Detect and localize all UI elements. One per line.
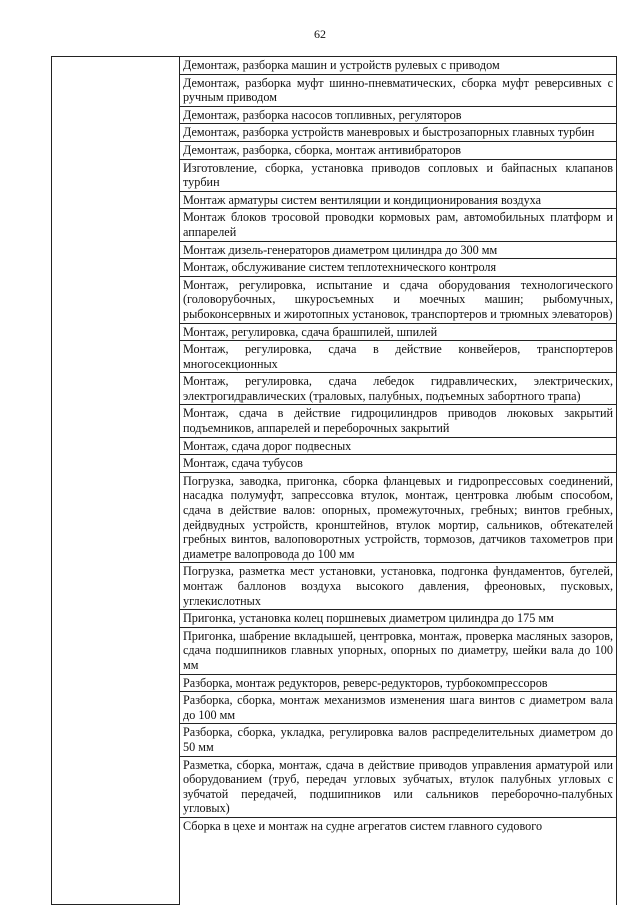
left-column-cell (52, 57, 180, 905)
table-row: Монтаж, регулировка, сдача в действие конвейеров, транспортеров многосекционных (180, 341, 616, 373)
table-row: Монтаж, обслуживание систем теплотехнического контроля (180, 259, 616, 277)
table-row: Изготовление, сборка, установка приводов сопловых и байпасных клапанов турбин (180, 160, 616, 192)
table-row: Монтаж, регулировка, сдача брашпилей, шпилей (180, 324, 616, 342)
table-row: Монтаж дизель-генераторов диаметром цилиндра до 300 мм (180, 242, 616, 260)
table-row: Погрузка, заводка, пригонка, сборка фланцевых и гидропрессовых соединений, насадка полумуфт, запрессовка втулок, монтаж, центровка любым способом, сдача в действие валов: опорных, промежуточных, гребных; винтов гребных, дейдвудных устройств, кронштейнов, втулок мортир, сальников, обтекателей гребных винтов, валоповоротных устройств, тормозов, датчиков тахометров при диаметре валопровода до 100 мм (180, 473, 616, 564)
page-number: 62 (314, 27, 326, 41)
works-list-cell (180, 57, 617, 905)
table-row: Монтаж арматуры систем вентиляции и кондиционирования воздуха (180, 192, 616, 210)
works-list (180, 57, 616, 835)
table-row: Демонтаж, разборка машин и устройств рулевых с приводом (180, 57, 616, 75)
table-row: Монтаж блоков тросовой проводки кормовых рам, автомобильных платформ и аппарелей (180, 209, 616, 241)
table-row: Разборка, сборка, укладка, регулировка валов распределительных диаметром до 50 мм (180, 724, 616, 756)
table-row: Монтаж, сдача в действие гидроцилиндров приводов люковых закрытий подъемников, аппарелей и переборочных закрытий (180, 405, 616, 437)
table-row: Монтаж, регулировка, сдача лебедок гидравлических, электрических, электрогидравлических (траловых, палубных, подъемных забортного трапа) (180, 373, 616, 405)
table-row: Пригонка, шабрение вкладышей, центровка, монтаж, проверка масляных зазоров, сдача подшипников главных упорных, опорных по диаметру, шейки вала до 100 мм (180, 628, 616, 675)
table-row: Демонтаж, разборка муфт шинно-пневматических, сборка муфт реверсивных с ручным приводом (180, 75, 616, 107)
table-row: Монтаж, сдача дорог подвесных (180, 438, 616, 456)
table-row: Разборка, монтаж редукторов, реверс-редукторов, турбокомпрессоров (180, 675, 616, 693)
table-row: Монтаж, сдача тубусов (180, 455, 616, 473)
table-row: Монтаж, регулировка, испытание и сдача оборудования технологического (головорубочных, шкуросъемных и моечных машин; рыбомучных, рыбоконсервных и жиротопных установок, транспортеров и трюмных элеваторов) (180, 277, 616, 324)
table-row: Демонтаж, разборка, сборка, монтаж антивибраторов (180, 142, 616, 160)
works-table (51, 56, 617, 905)
table-row: Погрузка, разметка мест установки, установка, подгонка фундаментов, бугелей, монтаж баллонов воздуха высокого давления, фреоновых, пусковых, углекислотных (180, 563, 616, 610)
table-row: Разборка, сборка, монтаж механизмов изменения шага винтов с диаметром вала до 100 мм (180, 692, 616, 724)
table-row: Демонтаж, разборка насосов топливных, регуляторов (180, 107, 616, 125)
table-row: Разметка, сборка, монтаж, сдача в действие приводов управления арматурой или оборудованием (труб, передач угловых зубчатых, втулок палубных угловых с зубчатой передачей, подшипников или сальников переборочно-палубных угловых) (180, 757, 616, 818)
table-row: Демонтаж, разборка устройств маневровых и быстрозапорных главных турбин (180, 124, 616, 142)
table-row: Сборка в цехе и монтаж на судне агрегатов систем главного судового (183, 818, 543, 833)
table-row: Пригонка, установка колец поршневых диаметром цилиндра до 175 мм (180, 610, 616, 628)
